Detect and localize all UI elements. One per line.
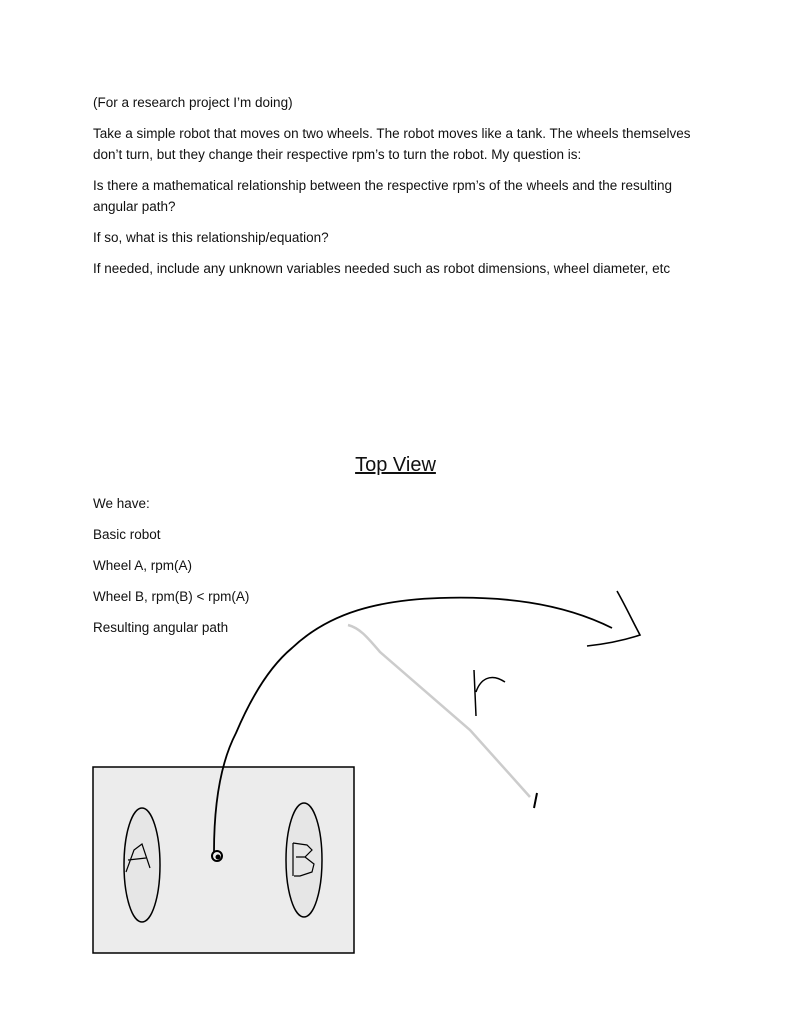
center-point [212, 851, 222, 861]
legend-item: Wheel B, rpm(B) < rpm(A) [93, 589, 250, 604]
wheel-a [124, 808, 160, 922]
legend-item: Wheel A, rpm(A) [93, 558, 193, 573]
legend-item: Basic robot [93, 527, 161, 542]
angular-path [214, 598, 612, 852]
radius-label-glyph [474, 670, 505, 716]
legend-item: Resulting angular path [93, 620, 229, 635]
paragraph-variables: If needed, include any unknown variables needed such as robot dimensions, wheel diameter, etc [93, 261, 671, 276]
paragraph-description: Take a simple robot that moves on two wheels. The robot moves like a tank. The wheels themselves don’t turn, but they change their respective rpm’s to turn the robot. My question is: [93, 126, 691, 162]
paragraph-equation: If so, what is this relationship/equation? [93, 230, 329, 245]
robot-body [93, 767, 354, 953]
arrowhead [587, 591, 640, 646]
wheel-a-letter [126, 844, 150, 872]
wheel-b-letter [293, 843, 314, 876]
intro-line: (For a research project I’m doing) [93, 95, 293, 110]
radius-end-mark [534, 793, 537, 808]
wheel-b [286, 803, 322, 917]
paragraph-question: Is there a mathematical relationship between the respective rpm’s of the wheels and the resulting angular path? [93, 178, 673, 214]
question-text [93, 92, 693, 289]
legend-item: We have: [93, 496, 150, 511]
diagram-title: Top View [355, 454, 436, 476]
center-dot [216, 855, 221, 860]
radius-line [348, 625, 530, 797]
diagram-legend [93, 493, 249, 648]
